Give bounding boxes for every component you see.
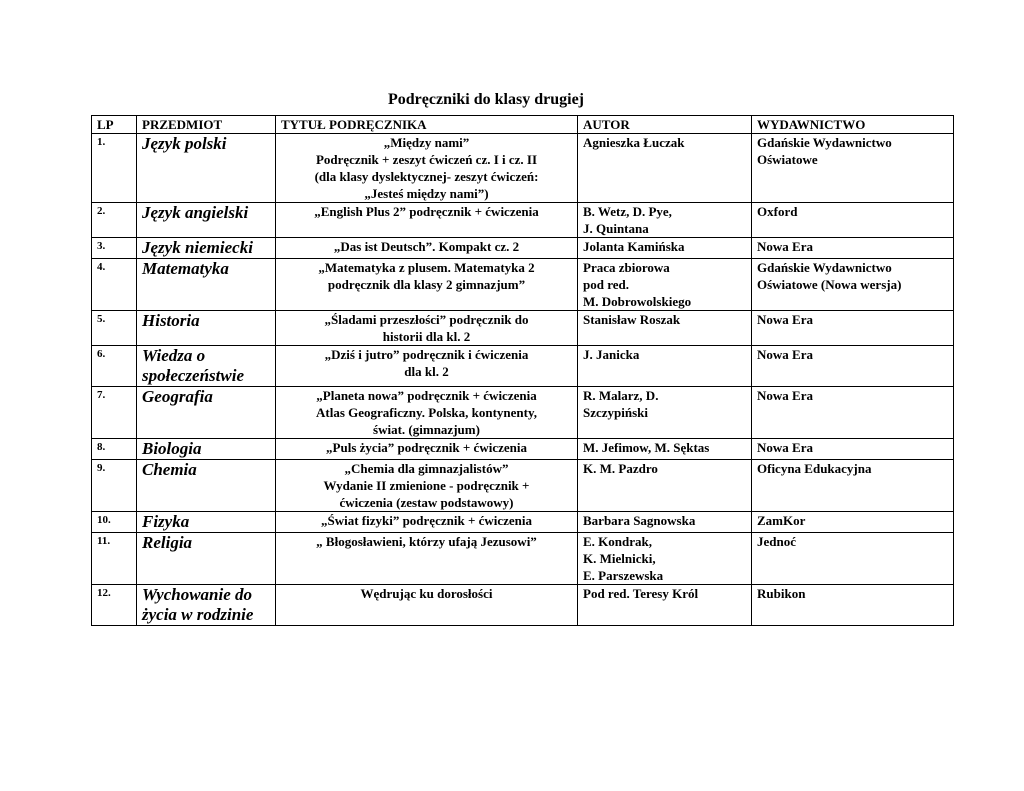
- book-title-cell: [276, 311, 578, 346]
- author-cell: [578, 387, 752, 439]
- subject-line: Język niemiecki: [142, 238, 253, 257]
- author-line: B. Wetz, D. Pye,: [583, 204, 672, 219]
- author-line: Szczypiński: [583, 405, 649, 420]
- lp-cell: 7.: [92, 387, 137, 439]
- subject-line: Język polski: [142, 134, 227, 153]
- book-title-cell: [276, 585, 578, 626]
- author-cell: [578, 439, 752, 460]
- book-title-cell: [276, 259, 578, 311]
- table-row: [92, 460, 954, 512]
- table-row: [92, 439, 954, 460]
- author-cell: [578, 585, 752, 626]
- table-row: [92, 134, 954, 203]
- publisher-line: Nowa Era: [757, 347, 813, 362]
- author-line: M. Dobrowolskiego: [583, 294, 692, 309]
- lp-cell: 12.: [92, 585, 137, 626]
- lp-cell: 4.: [92, 259, 137, 311]
- subject-line: życia w rodzinie: [142, 605, 254, 624]
- subject-line: Język angielski: [142, 203, 249, 222]
- book-title-line: „Chemia dla gimnazjalistów”: [344, 461, 509, 476]
- author-line: Agnieszka Łuczak: [583, 135, 685, 150]
- header-subject: PRZEDMIOT: [137, 116, 276, 134]
- subject-line: Biologia: [142, 439, 202, 458]
- publisher-cell: [752, 512, 954, 533]
- book-title-line: ćwiczenia (zestaw podstawowy): [339, 495, 514, 510]
- table-row: [92, 533, 954, 585]
- table-row: [92, 512, 954, 533]
- book-title-line: „ Błogosławieni, którzy ufają Jezusowi”: [316, 534, 537, 549]
- book-title-line: „Das ist Deutsch”. Kompakt cz. 2: [333, 239, 520, 254]
- author-line: Barbara Sagnowska: [583, 513, 696, 528]
- author-cell: [578, 238, 752, 259]
- subject-cell: [137, 259, 276, 311]
- publisher-cell: [752, 460, 954, 512]
- publisher-line: Oxford: [757, 204, 798, 219]
- page-title: Podręczniki do klasy drugiej: [387, 91, 584, 108]
- book-title-line: „English Plus 2” podręcznik + ćwiczenia: [314, 204, 539, 219]
- header-book-title: TYTUŁ PODRĘCZNIKA: [276, 116, 578, 134]
- author-line: pod red.: [583, 277, 629, 292]
- subject-cell: [137, 203, 276, 238]
- book-title-line: dla kl. 2: [404, 364, 449, 379]
- book-title-cell: [276, 439, 578, 460]
- book-title-line: (dla klasy dyslektycznej- zeszyt ćwiczeń:: [314, 169, 539, 184]
- subject-line: Chemia: [142, 460, 197, 479]
- subject-cell: [137, 512, 276, 533]
- publisher-cell: [752, 533, 954, 585]
- author-line: E. Parszewska: [583, 568, 664, 583]
- book-title-line: Atlas Geograficzny. Polska, kontynenty,: [315, 405, 537, 420]
- subject-line: Religia: [142, 533, 193, 552]
- table-row: [92, 585, 954, 626]
- lp-cell: 11.: [92, 533, 137, 585]
- publisher-line: Jednoć: [757, 534, 796, 549]
- author-cell: [578, 134, 752, 203]
- publisher-line: Gdańskie Wydawnictwo: [757, 260, 892, 275]
- subject-cell: [137, 311, 276, 346]
- subject-line: Historia: [142, 311, 200, 330]
- subject-line: społeczeństwie: [142, 366, 244, 385]
- subject-line: Matematyka: [142, 259, 229, 278]
- lp-cell: 3.: [92, 238, 137, 259]
- table-body: [92, 134, 954, 626]
- author-line: K. M. Pazdro: [583, 461, 658, 476]
- author-line: M. Jefimow, M. Sęktas: [583, 440, 710, 455]
- book-title-cell: [276, 238, 578, 259]
- book-title-line: Wędrując ku dorosłości: [360, 586, 493, 601]
- publisher-line: Oświatowe: [757, 152, 818, 167]
- subject-cell: [137, 585, 276, 626]
- book-title-line: świat. (gimnazjum): [373, 422, 480, 437]
- lp-cell: 8.: [92, 439, 137, 460]
- lp-cell: 9.: [92, 460, 137, 512]
- publisher-line: Oświatowe (Nowa wersja): [757, 277, 902, 292]
- book-title-cell: [276, 346, 578, 387]
- book-title-line: „Dziś i jutro” podręcznik i ćwiczenia: [324, 347, 529, 362]
- book-title-cell: [276, 512, 578, 533]
- publisher-cell: [752, 259, 954, 311]
- author-cell: [578, 259, 752, 311]
- author-line: Praca zbiorowa: [583, 260, 670, 275]
- publisher-line: ZamKor: [757, 513, 806, 528]
- book-title-line: „Matematyka z plusem. Matematyka 2: [318, 260, 535, 275]
- book-title-line: „Puls życia” podręcznik + ćwiczenia: [326, 440, 527, 455]
- subject-cell: [137, 387, 276, 439]
- subject-cell: [137, 346, 276, 387]
- author-cell: [578, 533, 752, 585]
- subject-cell: [137, 238, 276, 259]
- subject-line: Wychowanie do: [142, 585, 253, 604]
- book-title-cell: [276, 387, 578, 439]
- author-cell: [578, 512, 752, 533]
- book-title-line: Wydanie II zmienione - podręcznik +: [323, 478, 530, 493]
- publisher-cell: [752, 346, 954, 387]
- publisher-line: Nowa Era: [757, 388, 813, 403]
- publisher-cell: [752, 585, 954, 626]
- subject-cell: [137, 533, 276, 585]
- subject-line: Wiedza o: [142, 346, 206, 365]
- book-title-line: „Między nami”: [383, 135, 470, 150]
- book-title-cell: [276, 134, 578, 203]
- lp-cell: 10.: [92, 512, 137, 533]
- publisher-cell: [752, 134, 954, 203]
- textbook-table: [91, 115, 954, 626]
- publisher-cell: [752, 439, 954, 460]
- header-lp: LP: [92, 116, 137, 134]
- book-title-line: „Jesteś między nami”): [364, 186, 489, 201]
- book-title-line: historii dla kl. 2: [382, 329, 471, 344]
- author-line: Pod red. Teresy Król: [583, 586, 699, 601]
- author-line: Jolanta Kamińska: [583, 239, 685, 254]
- lp-cell: 5.: [92, 311, 137, 346]
- table-row: [92, 387, 954, 439]
- book-title-line: „Planeta nowa” podręcznik + ćwiczenia: [316, 388, 537, 403]
- publisher-line: Nowa Era: [757, 312, 813, 327]
- publisher-cell: [752, 311, 954, 346]
- author-cell: [578, 346, 752, 387]
- book-title-line: Podręcznik + zeszyt ćwiczeń cz. I i cz. II: [315, 152, 538, 167]
- subject-cell: [137, 460, 276, 512]
- lp-cell: 2.: [92, 203, 137, 238]
- book-title-cell: [276, 460, 578, 512]
- table-row: [92, 203, 954, 238]
- publisher-cell: [752, 387, 954, 439]
- subject-cell: [137, 134, 276, 203]
- author-line: Stanisław Roszak: [583, 312, 681, 327]
- subject-line: Geografia: [142, 387, 213, 406]
- author-line: E. Kondrak,: [583, 534, 652, 549]
- book-title-line: „Świat fizyki” podręcznik + ćwiczenia: [320, 513, 533, 528]
- book-title-line: „Śladami przeszłości” podręcznik do: [324, 312, 529, 327]
- publisher-line: Oficyna Edukacyjna: [757, 461, 872, 476]
- table-header-row: [92, 116, 954, 134]
- publisher-cell: [752, 238, 954, 259]
- author-line: K. Mielnicki,: [583, 551, 656, 566]
- author-line: J. Janicka: [583, 347, 640, 362]
- publisher-line: Nowa Era: [757, 239, 813, 254]
- publisher-line: Gdańskie Wydawnictwo: [757, 135, 892, 150]
- lp-cell: 1.: [92, 134, 137, 203]
- author-line: R. Malarz, D.: [583, 388, 659, 403]
- author-cell: [578, 203, 752, 238]
- book-title-line: podręcznik dla klasy 2 gimnazjum”: [327, 277, 526, 292]
- publisher-cell: [752, 203, 954, 238]
- table-row: [92, 346, 954, 387]
- author-cell: [578, 311, 752, 346]
- book-title-cell: [276, 203, 578, 238]
- author-line: J. Quintana: [583, 221, 649, 236]
- publisher-line: Rubikon: [757, 586, 806, 601]
- book-title-cell: [276, 533, 578, 585]
- header-author: AUTOR: [578, 116, 752, 134]
- subject-cell: [137, 439, 276, 460]
- author-cell: [578, 460, 752, 512]
- lp-cell: 6.: [92, 346, 137, 387]
- table-row: [92, 311, 954, 346]
- header-publisher: WYDAWNICTWO: [752, 116, 954, 134]
- publisher-line: Nowa Era: [757, 440, 813, 455]
- subject-line: Fizyka: [142, 512, 190, 531]
- table-row: [92, 238, 954, 259]
- table-row: [92, 259, 954, 311]
